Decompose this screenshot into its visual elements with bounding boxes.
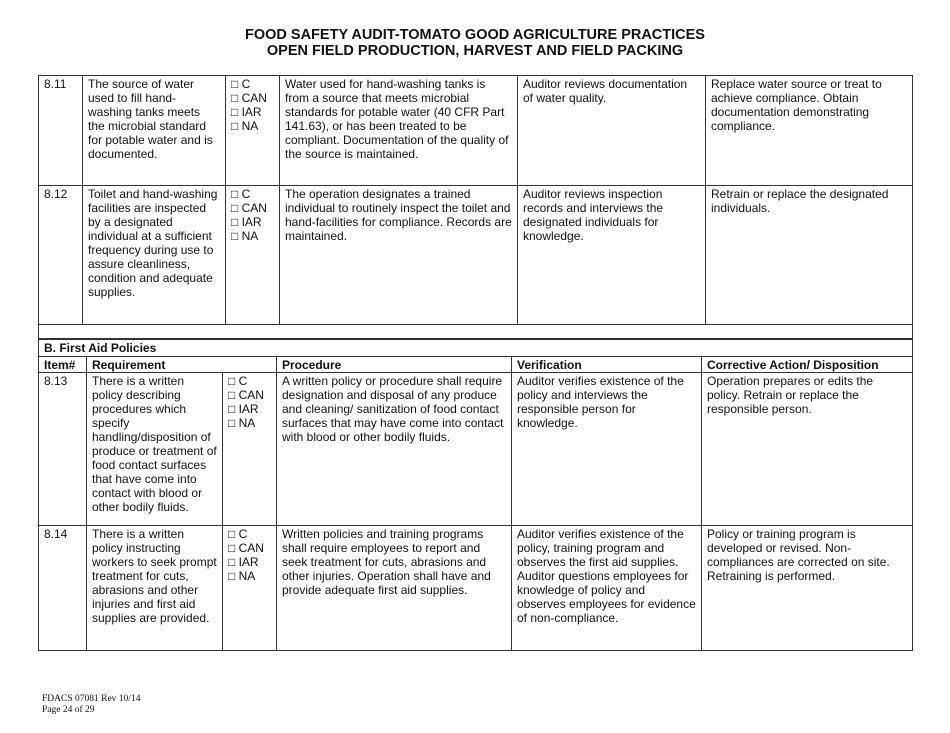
item-number: 8.12: [39, 186, 83, 325]
section-title: B. First Aid Policies: [39, 340, 913, 357]
option-na[interactable]: □ NA: [231, 119, 259, 133]
spacer-row: [39, 325, 913, 339]
compliance-options: [223, 526, 277, 651]
option-can[interactable]: □ CAN: [228, 388, 264, 402]
option-can[interactable]: □ CAN: [228, 541, 264, 555]
header-procedure: Procedure: [277, 357, 512, 373]
item-number: 8.13: [39, 373, 87, 526]
procedure-cell: Written policies and training programs shall require employees to report and seek treatment for cuts, abrasions and other injuries. Operation shall have and provide adequate first aid supplies.: [277, 526, 512, 651]
header-verification: Verification: [512, 357, 702, 373]
compliance-options: [226, 186, 280, 325]
option-c[interactable]: □ C: [231, 77, 251, 91]
compliance-options: [226, 76, 280, 186]
item-number: 8.14: [39, 526, 87, 651]
corrective-action-cell: Retrain or replace the designated individuals.: [706, 186, 913, 325]
requirement-cell: The source of water used to fill hand-washing tanks meets the microbial standard for potable water and is documented.: [83, 76, 226, 186]
verification-cell: Auditor verifies existence of the policy and interviews the responsible person for knowledge.: [512, 373, 702, 526]
page-title-line1: FOOD SAFETY AUDIT-TOMATO GOOD AGRICULTURE PRACTICES: [245, 27, 705, 43]
option-na[interactable]: □ NA: [228, 416, 256, 430]
verification-cell: Auditor verifies existence of the policy, training program and observes the first aid supplies. Auditor questions employees for knowledge of policy and observes employees for evidence of non-compliance.: [512, 526, 702, 651]
corrective-action-cell: Replace water source or treat to achieve compliance. Obtain documentation demonstrating compliance.: [706, 76, 913, 186]
page-footer: [42, 694, 140, 716]
page-title-line2: OPEN FIELD PRODUCTION, HARVEST AND FIELD PACKING: [266, 43, 684, 59]
table-row: [39, 76, 913, 186]
option-c[interactable]: □ C: [228, 374, 248, 388]
header-requirement: Requirement: [87, 357, 277, 373]
requirement-cell: There is a written policy instructing workers to seek prompt treatment for cuts, abrasions and other injuries and first aid supplies are provided.: [87, 526, 223, 651]
header-item: Item#: [39, 357, 87, 373]
form-id: FDACS 07081 Rev 10/14: [42, 694, 141, 704]
option-c[interactable]: □ C: [228, 527, 248, 541]
option-c[interactable]: □ C: [231, 187, 251, 201]
requirement-cell: Toilet and hand-washing facilities are inspected by a designated individual at a sufficient frequency during use to assure cleanliness, condition and adequate supplies.: [83, 186, 226, 325]
compliance-options: [223, 373, 277, 526]
option-na[interactable]: □ NA: [228, 569, 256, 583]
procedure-cell: Water used for hand-washing tanks is from a source that meets microbial standards for potable water (40 CFR Part 141.63), or has been treated to be compliant. Documentation of the quality of the source is maintained.: [280, 76, 518, 186]
page-number: Page 24 of 29: [42, 705, 95, 715]
option-can[interactable]: □ CAN: [231, 201, 267, 215]
option-iar[interactable]: □ IAR: [231, 105, 262, 119]
column-header-row: [39, 357, 913, 373]
procedure-cell: A written policy or procedure shall require designation and disposal of any produce and cleaning/ sanitization of food contact surfaces that may have come into contact with blood or other bodily fluids.: [277, 373, 512, 526]
audit-table-a: [38, 75, 913, 339]
corrective-action-cell: Operation prepares or edits the policy. Retrain or replace the responsible person.: [702, 373, 913, 526]
option-iar[interactable]: □ IAR: [228, 402, 259, 416]
table-row: [39, 186, 913, 325]
section-header-row: [39, 340, 913, 357]
requirement-cell: There is a written policy describing procedures which specify handling/disposition of produce or treatment of food contact surfaces that have come into contact with blood or other bodily fluids.: [87, 373, 223, 526]
verification-cell: Auditor reviews inspection records and interviews the designated individuals for knowledge.: [518, 186, 706, 325]
item-number: 8.11: [39, 76, 83, 186]
table-row: [39, 526, 913, 651]
option-can[interactable]: □ CAN: [231, 91, 267, 105]
header-corrective-action: Corrective Action/ Disposition: [702, 357, 913, 373]
audit-table-b: [38, 339, 913, 651]
table-row: [39, 373, 913, 526]
corrective-action-cell: Policy or training program is developed or revised. Non-compliances are corrected on site. Retraining is performed.: [702, 526, 913, 651]
option-iar[interactable]: □ IAR: [228, 555, 259, 569]
option-na[interactable]: □ NA: [231, 229, 259, 243]
procedure-cell: The operation designates a trained individual to routinely inspect the toilet and hand-facilities for compliance. Records are maintained.: [280, 186, 518, 325]
verification-cell: Auditor reviews documentation of water quality.: [518, 76, 706, 186]
option-iar[interactable]: □ IAR: [231, 215, 262, 229]
